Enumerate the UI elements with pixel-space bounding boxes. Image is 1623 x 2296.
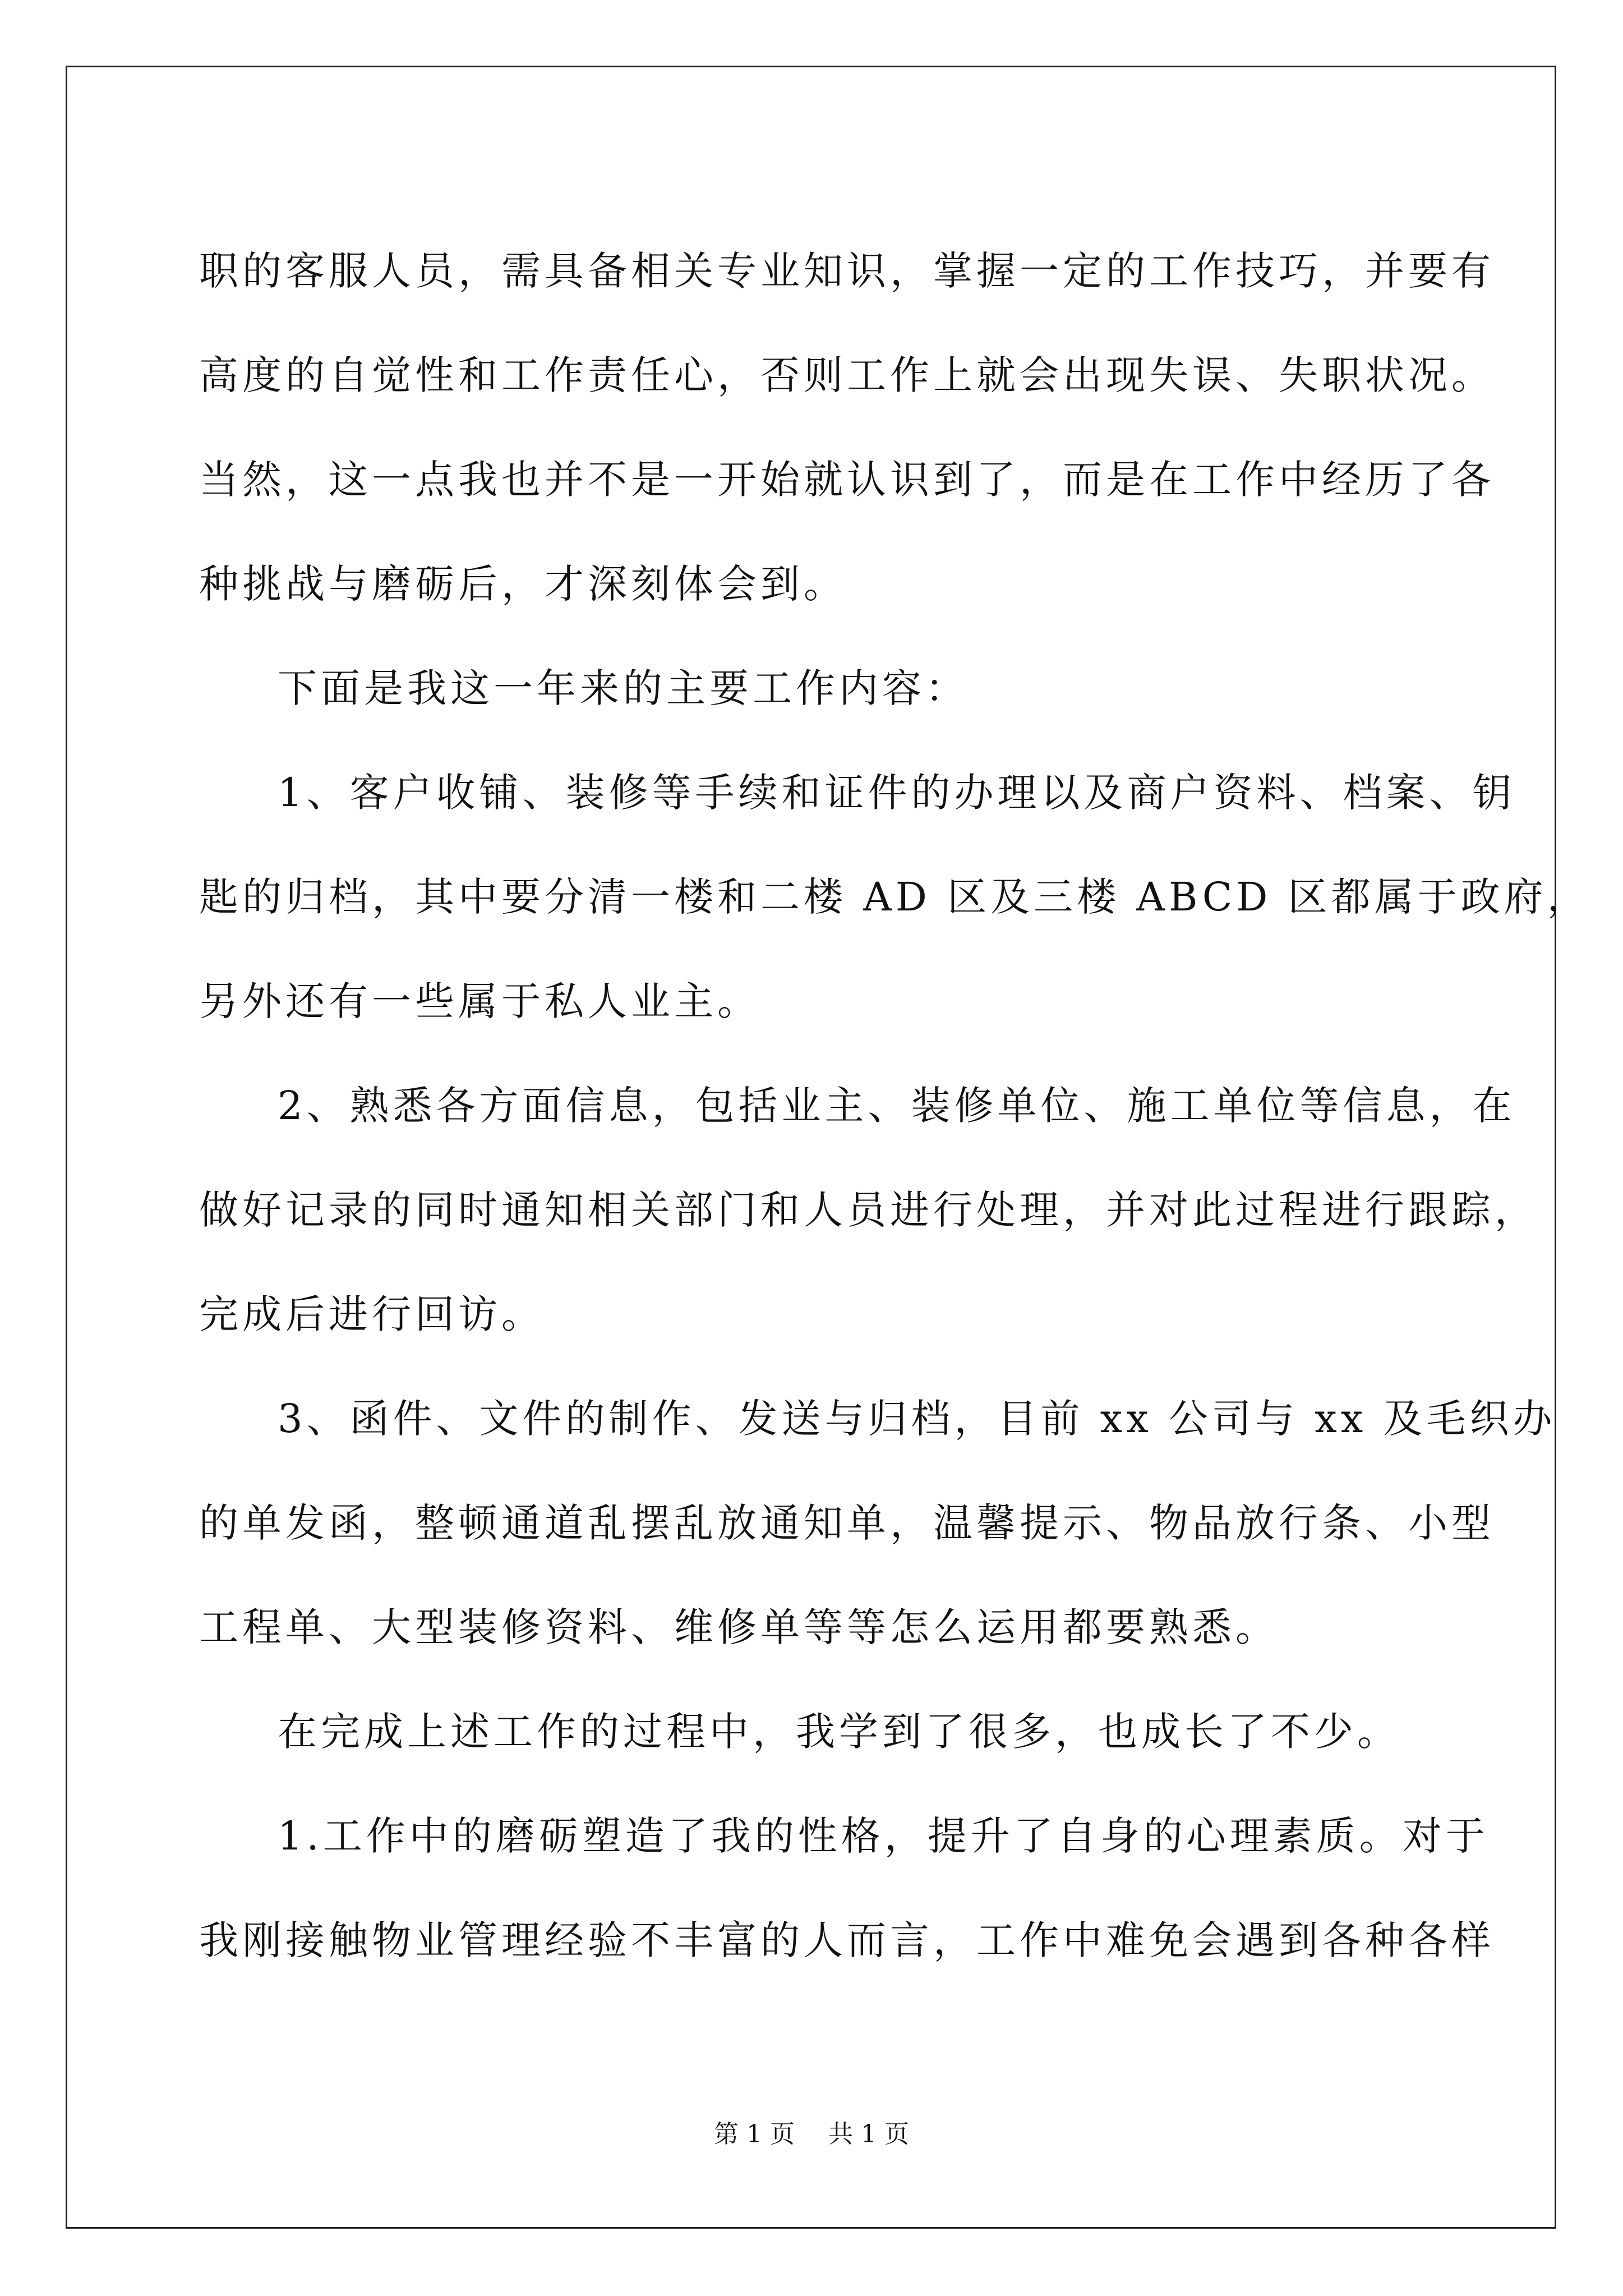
text-line: 当然，这一点我也并不是一开始就认识到了，而是在工作中经历了各 xyxy=(199,457,1495,503)
text-line: 工程单、大型装修资料、维修单等等怎么运用都要熟悉。 xyxy=(199,1604,1279,1650)
text-line: 另外还有一些属于私人业主。 xyxy=(199,978,760,1024)
text-line: 1、客户收铺、装修等手续和证件的办理以及商户资料、档案、钥 xyxy=(278,770,1516,816)
text-line: 完成后进行回访。 xyxy=(199,1291,545,1337)
text-line: 我刚接触物业管理经验不丰富的人而言，工作中难免会遇到各种各样 xyxy=(199,1917,1495,1963)
text-line: 职的客服人员，需具备相关专业知识，掌握一定的工作技巧，并要有 xyxy=(199,248,1495,294)
document-body xyxy=(199,219,1590,1993)
text-line: 高度的自觉性和工作责任心，否则工作上就会出现失误、失职状况。 xyxy=(199,352,1495,398)
text-line: 1.工作中的磨砺塑造了我的性格，提升了自身的心理素质。对于 xyxy=(278,1813,1489,1859)
page-number-current: 第 1 页 xyxy=(714,2120,795,2148)
text-line: 匙的归档，其中要分清一楼和二楼 AD 区及三楼 ABCD 区都属于政府， xyxy=(199,874,1590,920)
text-line: 3、函件、文件的制作、发送与归档，目前 xx 公司与 xx 及毛织办 xyxy=(278,1396,1556,1442)
page-number-total: 共 1 页 xyxy=(828,2120,909,2148)
text-line: 的单发函，整顿通道乱摆乱放通知单，温馨提示、物品放行条、小型 xyxy=(199,1500,1495,1546)
text-line: 2、熟悉各方面信息，包括业主、装修单位、施工单位等信息，在 xyxy=(278,1083,1516,1129)
page-footer xyxy=(0,2118,1623,2151)
text-line: 下面是我这一年来的主要工作内容： xyxy=(278,665,969,711)
text-line: 在完成上述工作的过程中，我学到了很多，也成长了不少。 xyxy=(278,1709,1400,1755)
text-line: 种挑战与磨砺后，才深刻体会到。 xyxy=(199,561,847,607)
text-line: 做好记录的同时通知相关部门和人员进行处理，并对此过程进行跟踪， xyxy=(199,1187,1538,1233)
